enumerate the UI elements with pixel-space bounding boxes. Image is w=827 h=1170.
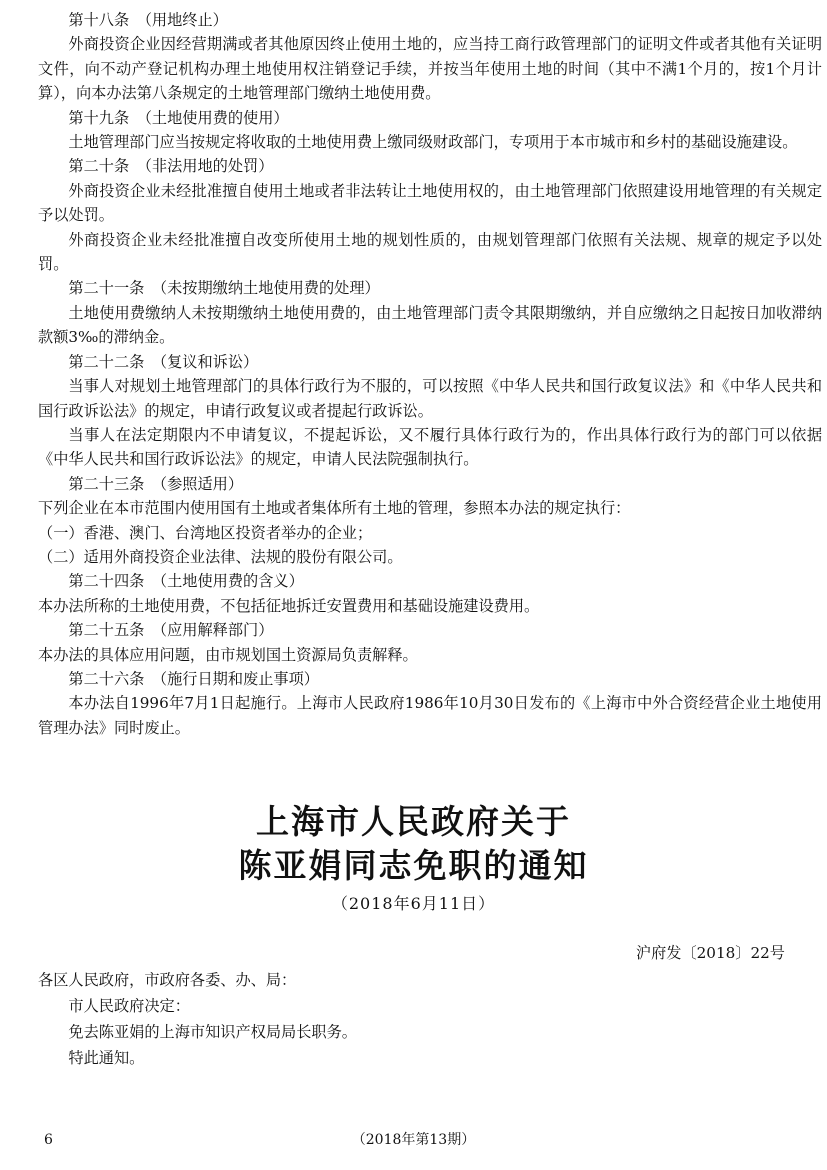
article-24 xyxy=(38,569,822,618)
article-heading: 第二十二条 （复议和诉讼） xyxy=(68,352,259,371)
article-paragraph: 土地管理部门应当按规定将收取的土地使用费上缴同级财政部门，专项用于本市城市和乡村的基础设施建设。 xyxy=(68,133,798,152)
article-list-item: （一）香港、澳门、台湾地区投资者举办的企业； xyxy=(38,523,373,542)
article-20 xyxy=(38,154,822,276)
article-paragraph: 下列企业在本市范围内使用国有土地或者集体所有土地的管理，参照本办法的规定执行： xyxy=(38,499,631,518)
document-number: 沪府发〔2018〕22号 xyxy=(635,944,785,962)
article-paragraph: 本办法自1996年7月1日起施行。上海市人民政府1986年10月30日发布的《上海市中外合资经营企业土地使用管理办法》同时废止。 xyxy=(38,694,822,737)
article-heading: 第二十三条 （参照适用） xyxy=(68,474,244,493)
article-heading: 第二十五条 （应用解释部门） xyxy=(68,621,274,640)
notice-closing: 特此通知。 xyxy=(68,1049,145,1067)
article-22 xyxy=(38,350,822,472)
article-heading: 第十九条 （土地使用费的使用） xyxy=(68,108,289,127)
notice-title-line-1: 上海市人民政府关于 xyxy=(256,802,571,841)
article-21 xyxy=(38,276,822,349)
article-heading: 第十八条 （用地终止） xyxy=(68,11,228,29)
article-19 xyxy=(38,106,822,155)
article-list-item: （二）适用外商投资企业法律、法规的股份有限公司。 xyxy=(38,547,403,566)
article-25 xyxy=(38,618,822,667)
article-paragraph: 外商投资企业因经营期满或者其他原因终止使用土地的，应当持工商行政管理部门的证明文件或者其他有关证明文件，向不动产登记机构办理土地使用权注销登记手续，并按当年使用土地的时间（其中不满1个月的，按1个月计算），向本办法第八条规定的土地管理部门缴纳土地使用费。 xyxy=(38,35,822,103)
notice-header xyxy=(0,800,827,916)
notice-decision: 免去陈亚娟的上海市知识产权局局长职务。 xyxy=(68,1023,357,1041)
article-paragraph: 土地使用费缴纳人未按期缴纳土地使用费的，由土地管理部门责令其限期缴纳，并自应缴纳之日起按日加收滞纳款额3‰的滞纳金。 xyxy=(38,303,822,347)
regulation-articles xyxy=(38,8,822,740)
page-number: 6 xyxy=(44,1132,53,1148)
article-heading: 第二十四条 （土地使用费的含义） xyxy=(68,572,304,591)
article-paragraph: 当事人对规划土地管理部门的具体行政行为不服的，可以按照《中华人民共和国行政复议法》和《中华人民共和国行政诉讼法》的规定，申请行政复议或者提起行政诉讼。 xyxy=(38,377,822,420)
article-paragraph: 当事人在法定期限内不申请复议，不提起诉讼，又不履行具体行政行为的，作出具体行政行为的部门可以依据《中华人民共和国行政诉讼法》的规定，申请人民法院强制执行。 xyxy=(38,425,822,469)
notice-decision-intro: 市人民政府决定： xyxy=(68,997,190,1015)
issue-label: （2018年第13期） xyxy=(351,1132,476,1148)
article-paragraph: 本办法的具体应用问题，由市规划国土资源局负责解释。 xyxy=(38,645,418,664)
article-23 xyxy=(38,472,822,570)
article-paragraph: 本办法所称的土地使用费，不包括征地拆迁安置费用和基础设施建设费用。 xyxy=(38,596,540,615)
article-paragraph: 外商投资企业未经批准擅自使用土地或者非法转让土地使用权的，由土地管理部门依照建设用地管理的有关规定予以处罚。 xyxy=(38,181,822,225)
article-26 xyxy=(38,667,822,740)
article-18 xyxy=(38,8,822,106)
article-paragraph: 外商投资企业未经批准擅自改变所使用土地的规划性质的，由规划管理部门依照有关法规、规章的规定予以处罚。 xyxy=(38,230,822,274)
notice-body xyxy=(38,967,798,1071)
notice-title-line-2: 陈亚娟同志免职的通知 xyxy=(238,846,589,885)
article-heading: 第二十条 （非法用地的处罚） xyxy=(68,157,274,176)
article-heading: 第二十六条 （施行日期和废止事项） xyxy=(68,669,319,688)
notice-recipients: 各区人民政府，市政府各委、办、局： xyxy=(38,971,297,989)
notice-date: （2018年6月11日） xyxy=(331,894,496,913)
article-heading: 第二十一条 （未按期缴纳土地使用费的处理） xyxy=(68,279,380,298)
